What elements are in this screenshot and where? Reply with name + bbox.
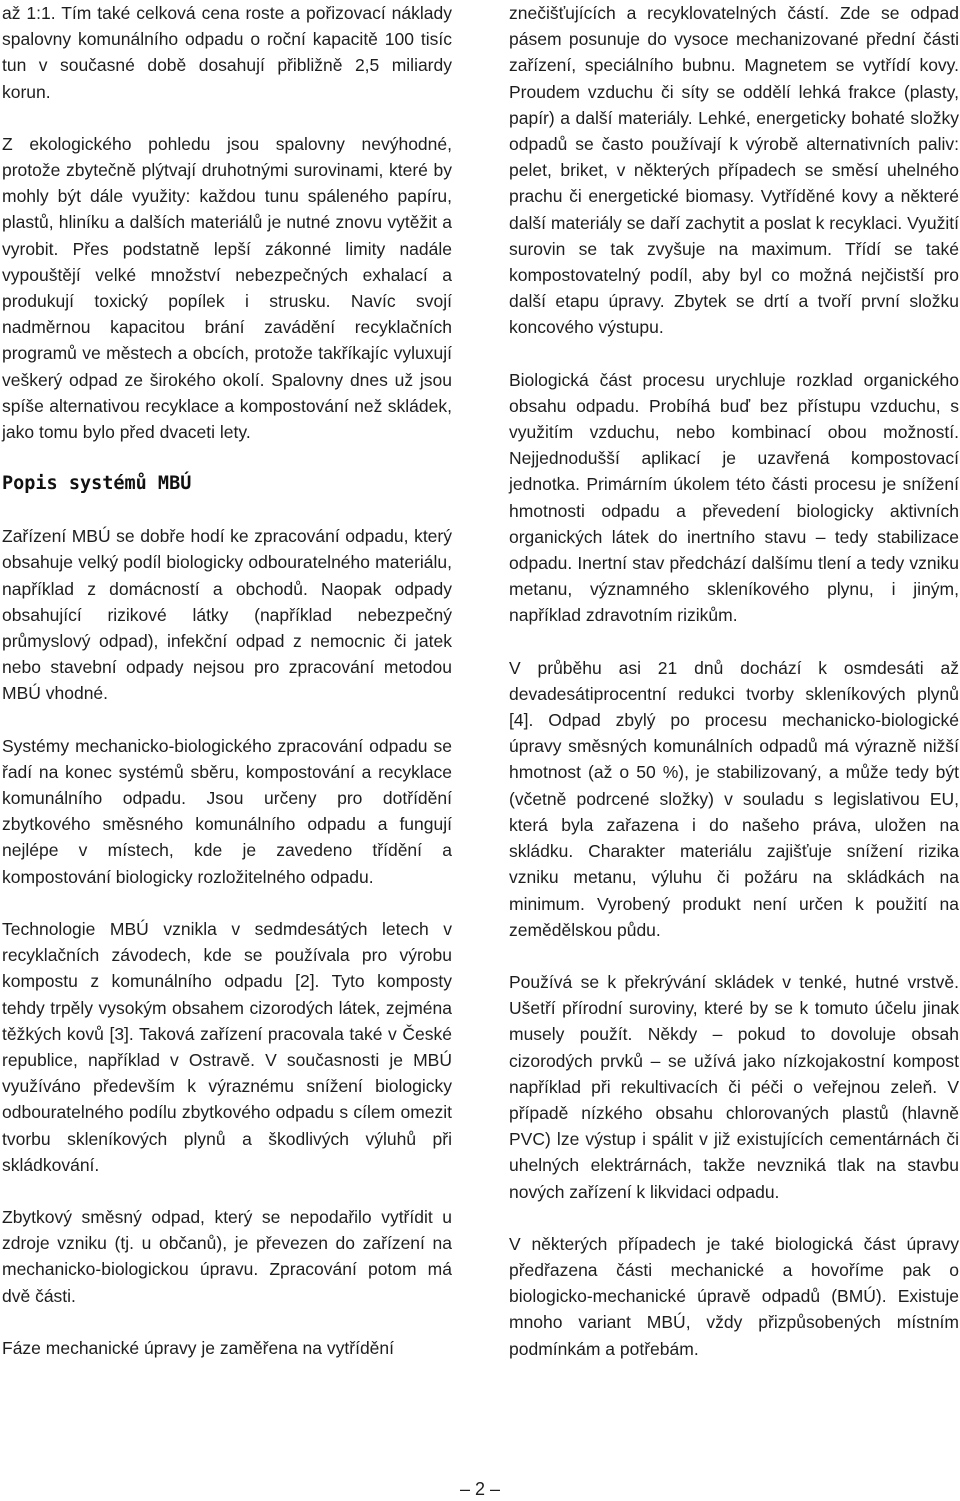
paragraph: Fáze mechanické úpravy je zaměřena na vytřídění	[2, 1337, 394, 1358]
paragraph: V některých případech je také biologická část úpravy předřazena části mechanické a hovoříme pak o biologicko-mechanické úpravě odpadů (BMÚ). Existuje mnoho variant MBÚ, vždy přizpůsobených místním podmínkám a potřebám.	[509, 1233, 959, 1359]
paragraph: Technologie MBÚ vznikla v sedmdesátých letech v recyklačních závodech, kde se používala pro výrobu kompostu z komunálního odpadu [2]. Tyto komposty tehdy trpěly vysokým obsahem cizorodých látek, zejména těžkých kovů [3]. Taková zařízení pracovala také v České republice, například v Ostravě. V současnosti je MBÚ využíváno především k výraznému snížení biologicky odbouratelného podílu zbytkového odpadu s cílem omezit tvorbu skleníkových plynů a škodlivých výluhů při skládkování.	[2, 918, 452, 1175]
right-column	[509, 0, 959, 1362]
left-column	[2, 0, 452, 1361]
paragraph: Systémy mechanicko-biologického zpracování odpadu se řadí na konec systémů sběru, kompostování a recyklace komunálního odpadu. Jsou určeny pro dotřídění zbytkového směsného komunálního odpadu a fungují nejlépe v místech, kde je zavedeno třídění a kompostování biologicky rozložitelného odpadu.	[2, 735, 452, 887]
paragraph: Zařízení MBÚ se dobře hodí ke zpracování odpadu, který obsahuje velký podíl biologicky odbouratelného materiálu, například z domácností a obchodů. Naopak odpady obsahující rizikové látky (například nebezpečný průmyslový odpad), infekční odpad z nemocnic či jatek nebo stavební odpady nejsou pro zpracování metodou MBÚ vhodné.	[2, 526, 452, 704]
paragraph: Používá se k překrývání skládek v tenké, hutné vrstvě. Ušetří přírodní suroviny, které by se k tomuto účelu jinak musely použít. Někdy – pokud to dovoluje obsah cizorodých prvků – se užívá jako nízkojakostní kompost například při rekultivacích či péči o veřejnou zeleň. V případě nízkého obsahu chlorovaných plastů (hlavně PVC) lze výstup i spálit v již existujících cementárnách či uhelných elektrárnách, takže nevzniká tlak na stavbu nových zařízení k likvidaci odpadu.	[509, 971, 959, 1202]
section-heading: Popis systémů MBÚ	[2, 473, 192, 495]
page-number: – 2 –	[459, 1479, 501, 1499]
paragraph: znečišťujících a recyklovatelných částí. Zde se odpad pásem posunuje do vysoce mechanizované přední části zařízení, speciálního bubnu. Magnetem se vytřídí kovy. Proudem vzduchu či síty se oddělí lehká frakce (plasty, papír) a další materiály. Lehké, energeticky bohaté složky odpadů se často používají k výrobě alternativních paliv: pelet, briket, v některých případech se směsí uhelného prachu či energetické biomasy. Vytříděné kovy a některé další materiály se daří zachytit a poslat k recyklaci. Využití surovin se tak zvyšuje na maximum. Třídí se také kompostovatelný podíl, aby byl co možná nejčistší pro další etapu úpravy. Zbytek se drtí a tvoří první složku koncového výstupu.	[509, 3, 959, 338]
paragraph: až 1:1. Tím také celková cena roste a pořizovací náklady spalovny komunálního odpadu o roční kapacitě 100 tisíc tun v současné době dosahují přibližně 2,5 miliardy korun.	[2, 3, 452, 102]
paragraph: Biologická část procesu urychluje rozklad organického obsahu odpadu. Probíhá buď bez přístupu vzduchu, s využitím vzduchu, nebo kombinací obou možností. Nejjednodušší aplikací je uzavřená kompostovací jednotka. Primárním úkolem této části procesu je snížení hmotnosti odpadu a převedení biologicky aktivních organických látek do inertního stavu – tedy stabilizace odpadu. Inertní stav předchází dalšímu tlení a tedy vzniku metanu, významného skleníkového plynu, i jiným, například zdravotním rizikům.	[509, 369, 959, 626]
paragraph: Z ekologického pohledu jsou spalovny nevýhodné, protože zbytečně plýtvají druhotnými surovinami, které by mohly být dále využity: každou tunu spáleného papíru, plastů, hliníku a dalších materiálů je nutné znovu vytěžit a vyrobit. Přes podstatně lepší zákonné limity nadále vypouštějí velké množství nebezpečných exhalací a produkují toxický popílek i strusku. Navíc svojí nadměrnou kapacitou brání zavádění recyklačních programů ve městech a obcích, protože takříkajíc vyluxují veškerý odpad ze širokého okolí. Spalovny dnes už jsou spíše alternativou recyklace a kompostování než skládek, jako tomu bylo před dvaceti lety.	[2, 133, 452, 443]
paragraph: Zbytkový směsný odpad, který se nepodařilo vytřídit u zdroje vzniku (tj. u občanů), je převezen do zařízení na mechanicko-biologickou úpravu. Zpracování potom má dvě části.	[2, 1206, 452, 1306]
paragraph: V průběhu asi 21 dnů dochází k osmdesáti až devadesátiprocentní redukci tvorby skleníkových plynů [4]. Odpad zbylý po procesu mechanicko-biologické úpravy směsných komunálních odpadů má výrazně nižší hmotnost (až o 50 %), je stabilizovaný, a může tedy být (včetně podrcené složky) v souladu s legislativou EU, která byla zařazena i do našeho práva, uložen na skládku. Charakter materiálu zajišťuje snížení rizika vzniku metanu, výluhu či požáru na skládkách na minimum. Vyrobený produkt není určen k použití na zemědělskou půdu.	[509, 657, 959, 940]
